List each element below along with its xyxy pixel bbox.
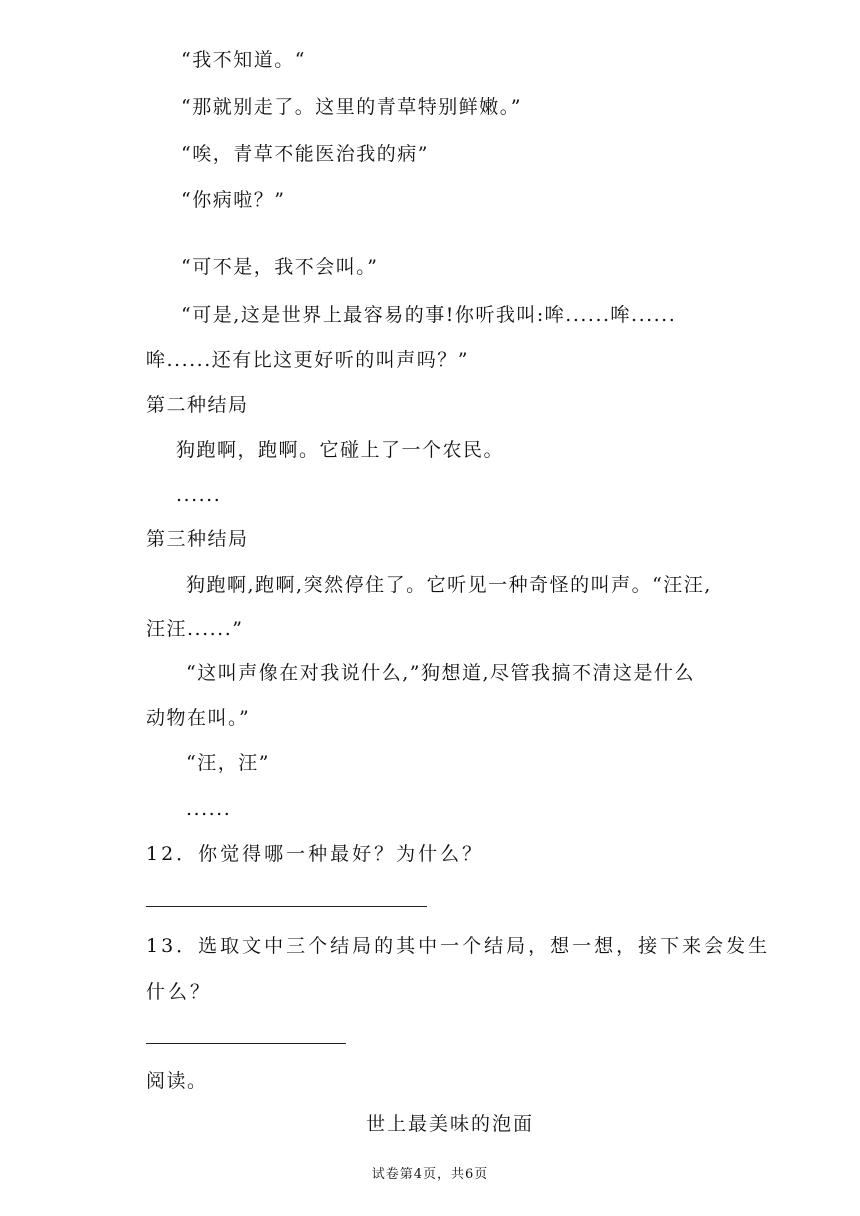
dialogue-line: “我不知道。“ xyxy=(181,49,306,71)
answer-line-12[interactable] xyxy=(146,906,427,907)
dialogue-line: 哞......还有比这更好听的叫声吗？” xyxy=(146,349,469,371)
dialogue-line: “你病啦？” xyxy=(181,189,286,211)
dialogue-line: “唉，青草不能医治我的病” xyxy=(181,143,429,165)
passage-title: 世上最美味的泡面 xyxy=(366,1113,535,1135)
dialogue-line: “可不是，我不会叫。” xyxy=(181,256,379,278)
paragraph-line: 汪汪......” xyxy=(146,618,244,640)
question-13-continued: 什么？ xyxy=(146,981,213,1003)
paragraph-line: 狗跑啊,跑啊,突然停住了。它听见一种奇怪的叫声。“汪汪, xyxy=(186,574,712,596)
ellipsis-line: ...... xyxy=(176,484,222,506)
dialogue-line: “那就别走了。这里的青草特别鲜嫩。” xyxy=(181,96,522,118)
question-12: 12．你觉得哪一种最好？为什么？ xyxy=(146,843,485,865)
ellipsis-line: ...... xyxy=(186,798,232,820)
paragraph-line: “汪，汪” xyxy=(186,752,270,774)
paragraph-line: “这叫声像在对我说什么,”狗想道,尽管我搞不清这是什么 xyxy=(186,662,696,684)
dialogue-line: “可是,这是世界上最容易的事!你听我叫:哞......哞...... xyxy=(181,304,677,326)
paragraph-line: 狗跑啊，跑啊。它碰上了一个农民。 xyxy=(176,439,505,461)
reading-label: 阅读。 xyxy=(146,1070,208,1092)
section-heading: 第三种结局 xyxy=(146,528,249,550)
question-13: 13．选取文中三个结局的其中一个结局，想一想，接下来会发生 xyxy=(146,935,771,957)
section-heading: 第二种结局 xyxy=(146,394,249,416)
paragraph-line: 动物在叫。” xyxy=(146,707,251,729)
answer-line-13[interactable] xyxy=(146,1043,346,1044)
page-footer: 试卷第4页，共6页 xyxy=(371,1167,489,1182)
